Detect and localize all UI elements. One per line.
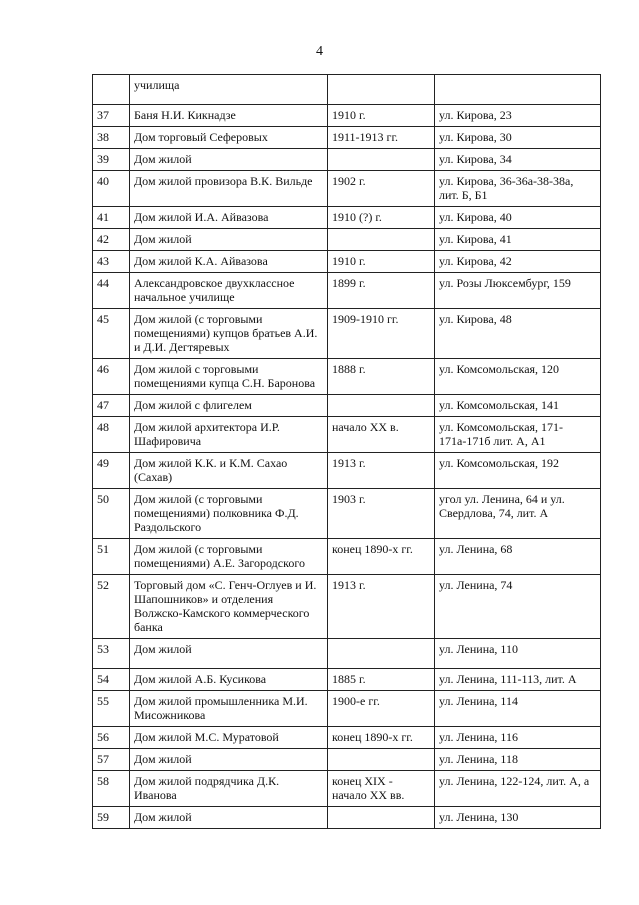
row-number-cell: 40 bbox=[93, 171, 130, 207]
date-cell: конец 1890-х гг. bbox=[328, 539, 435, 575]
date-cell bbox=[328, 807, 435, 829]
table-row bbox=[93, 273, 601, 309]
address-cell: ул. Комсомольская, 192 bbox=[435, 453, 601, 489]
date-cell: 1910 г. bbox=[328, 251, 435, 273]
page-number: 4 bbox=[316, 44, 323, 59]
table-row bbox=[93, 395, 601, 417]
table-row bbox=[93, 489, 601, 539]
object-name-cell: Дом жилой архитектора И.Р. Шафировича bbox=[130, 417, 328, 453]
date-cell: 1899 г. bbox=[328, 273, 435, 309]
row-number-cell: 55 bbox=[93, 691, 130, 727]
object-name-cell: Дом жилой подрядчика Д.К. Иванова bbox=[130, 771, 328, 807]
address-cell: ул. Ленина, 111-113, лит. А bbox=[435, 669, 601, 691]
address-cell: ул. Ленина, 116 bbox=[435, 727, 601, 749]
object-name-cell: училища bbox=[130, 75, 328, 105]
table-row bbox=[93, 691, 601, 727]
row-number-cell: 51 bbox=[93, 539, 130, 575]
object-name-cell: Дом жилой (с торговыми помещениями) А.Е. Загородского bbox=[130, 539, 328, 575]
date-cell: конец XIX - начало XX вв. bbox=[328, 771, 435, 807]
address-cell: ул. Ленина, 130 bbox=[435, 807, 601, 829]
object-name-cell: Дом жилой К.А. Айвазова bbox=[130, 251, 328, 273]
table-row bbox=[93, 669, 601, 691]
object-name-cell: Дом жилой с флигелем bbox=[130, 395, 328, 417]
date-cell bbox=[328, 75, 435, 105]
row-number-cell: 49 bbox=[93, 453, 130, 489]
date-cell: 1888 г. bbox=[328, 359, 435, 395]
table-row bbox=[93, 171, 601, 207]
row-number-cell: 50 bbox=[93, 489, 130, 539]
row-number-cell: 43 bbox=[93, 251, 130, 273]
row-number-cell: 57 bbox=[93, 749, 130, 771]
table-row bbox=[93, 207, 601, 229]
row-number-cell: 48 bbox=[93, 417, 130, 453]
table-row bbox=[93, 749, 601, 771]
table-row bbox=[93, 639, 601, 669]
row-number-cell: 44 bbox=[93, 273, 130, 309]
object-name-cell: Александровское двухклассное начальное училище bbox=[130, 273, 328, 309]
date-cell: 1910 г. bbox=[328, 105, 435, 127]
address-cell: ул. Ленина, 110 bbox=[435, 639, 601, 669]
address-cell: ул. Кирова, 34 bbox=[435, 149, 601, 171]
row-number-cell: 54 bbox=[93, 669, 130, 691]
date-cell: начало XX в. bbox=[328, 417, 435, 453]
row-number-cell: 39 bbox=[93, 149, 130, 171]
object-name-cell: Дом жилой bbox=[130, 149, 328, 171]
date-cell: 1913 г. bbox=[328, 453, 435, 489]
address-cell: ул. Комсомольская, 171-171а-171б лит. А, А1 bbox=[435, 417, 601, 453]
object-name-cell: Дом жилой (с торговыми помещениями) полковника Ф.Д. Раздольского bbox=[130, 489, 328, 539]
object-name-cell: Баня Н.И. Кикнадзе bbox=[130, 105, 328, 127]
date-cell: 1900-е гг. bbox=[328, 691, 435, 727]
table-row bbox=[93, 575, 601, 639]
address-cell: ул. Кирова, 42 bbox=[435, 251, 601, 273]
object-name-cell: Дом жилой И.А. Айвазова bbox=[130, 207, 328, 229]
address-cell: ул. Кирова, 30 bbox=[435, 127, 601, 149]
object-name-cell: Дом жилой bbox=[130, 749, 328, 771]
address-cell: угол ул. Ленина, 64 и ул. Свердлова, 74, лит. А bbox=[435, 489, 601, 539]
object-name-cell: Дом торговый Сеферовых bbox=[130, 127, 328, 149]
row-number-cell: 38 bbox=[93, 127, 130, 149]
row-number-cell: 56 bbox=[93, 727, 130, 749]
date-cell bbox=[328, 229, 435, 251]
row-number-cell: 42 bbox=[93, 229, 130, 251]
table-row bbox=[93, 105, 601, 127]
table-row bbox=[93, 149, 601, 171]
row-number-cell: 47 bbox=[93, 395, 130, 417]
address-cell: ул. Ленина, 122-124, лит. А, а bbox=[435, 771, 601, 807]
address-cell: ул. Кирова, 48 bbox=[435, 309, 601, 359]
address-cell: ул. Ленина, 74 bbox=[435, 575, 601, 639]
address-cell: ул. Ленина, 68 bbox=[435, 539, 601, 575]
address-cell: ул. Кирова, 23 bbox=[435, 105, 601, 127]
date-cell: 1909-1910 гг. bbox=[328, 309, 435, 359]
table-row bbox=[93, 309, 601, 359]
table-row bbox=[93, 727, 601, 749]
table-row bbox=[93, 359, 601, 395]
table-body bbox=[93, 75, 601, 829]
address-cell: ул. Розы Люксембург, 159 bbox=[435, 273, 601, 309]
object-name-cell: Дом жилой промышленника М.И. Мисожникова bbox=[130, 691, 328, 727]
date-cell: конец 1890-х гг. bbox=[328, 727, 435, 749]
table-row bbox=[93, 771, 601, 807]
row-number-cell bbox=[93, 75, 130, 105]
table-row bbox=[93, 807, 601, 829]
address-cell: ул. Кирова, 41 bbox=[435, 229, 601, 251]
table-row bbox=[93, 417, 601, 453]
object-name-cell: Дом жилой с торговыми помещениями купца С.Н. Баронова bbox=[130, 359, 328, 395]
row-number-cell: 52 bbox=[93, 575, 130, 639]
row-number-cell: 45 bbox=[93, 309, 130, 359]
table-row bbox=[93, 251, 601, 273]
address-cell: ул. Комсомольская, 141 bbox=[435, 395, 601, 417]
object-name-cell: Торговый дом «С. Генч-Оглуев и И. Шапошников» и отделения Волжско-Камского коммерческого банка bbox=[130, 575, 328, 639]
date-cell: 1902 г. bbox=[328, 171, 435, 207]
date-cell: 1903 г. bbox=[328, 489, 435, 539]
date-cell bbox=[328, 395, 435, 417]
object-name-cell: Дом жилой bbox=[130, 639, 328, 669]
table-row bbox=[93, 127, 601, 149]
date-cell bbox=[328, 749, 435, 771]
object-name-cell: Дом жилой М.С. Муратовой bbox=[130, 727, 328, 749]
date-cell: 1911-1913 гг. bbox=[328, 127, 435, 149]
table-row bbox=[93, 539, 601, 575]
date-cell bbox=[328, 639, 435, 669]
row-number-cell: 59 bbox=[93, 807, 130, 829]
table-row bbox=[93, 75, 601, 105]
object-name-cell: Дом жилой К.К. и К.М. Сахао (Сахав) bbox=[130, 453, 328, 489]
row-number-cell: 41 bbox=[93, 207, 130, 229]
row-number-cell: 58 bbox=[93, 771, 130, 807]
address-cell: ул. Кирова, 40 bbox=[435, 207, 601, 229]
row-number-cell: 53 bbox=[93, 639, 130, 669]
date-cell: 1910 (?) г. bbox=[328, 207, 435, 229]
address-cell: ул. Ленина, 118 bbox=[435, 749, 601, 771]
row-number-cell: 37 bbox=[93, 105, 130, 127]
object-name-cell: Дом жилой bbox=[130, 229, 328, 251]
row-number-cell: 46 bbox=[93, 359, 130, 395]
date-cell bbox=[328, 149, 435, 171]
object-name-cell: Дом жилой bbox=[130, 807, 328, 829]
address-cell: ул. Комсомольская, 120 bbox=[435, 359, 601, 395]
object-name-cell: Дом жилой (с торговыми помещениями) купцов братьев А.И. и Д.И. Дегтяревых bbox=[130, 309, 328, 359]
heritage-objects-table bbox=[92, 74, 601, 829]
object-name-cell: Дом жилой А.Б. Кусикова bbox=[130, 669, 328, 691]
address-cell: ул. Ленина, 114 bbox=[435, 691, 601, 727]
address-cell: ул. Кирова, 36-36а-38-38а, лит. Б, Б1 bbox=[435, 171, 601, 207]
address-cell bbox=[435, 75, 601, 105]
date-cell: 1885 г. bbox=[328, 669, 435, 691]
object-name-cell: Дом жилой провизора В.К. Вильде bbox=[130, 171, 328, 207]
date-cell: 1913 г. bbox=[328, 575, 435, 639]
table-row bbox=[93, 453, 601, 489]
table-row bbox=[93, 229, 601, 251]
